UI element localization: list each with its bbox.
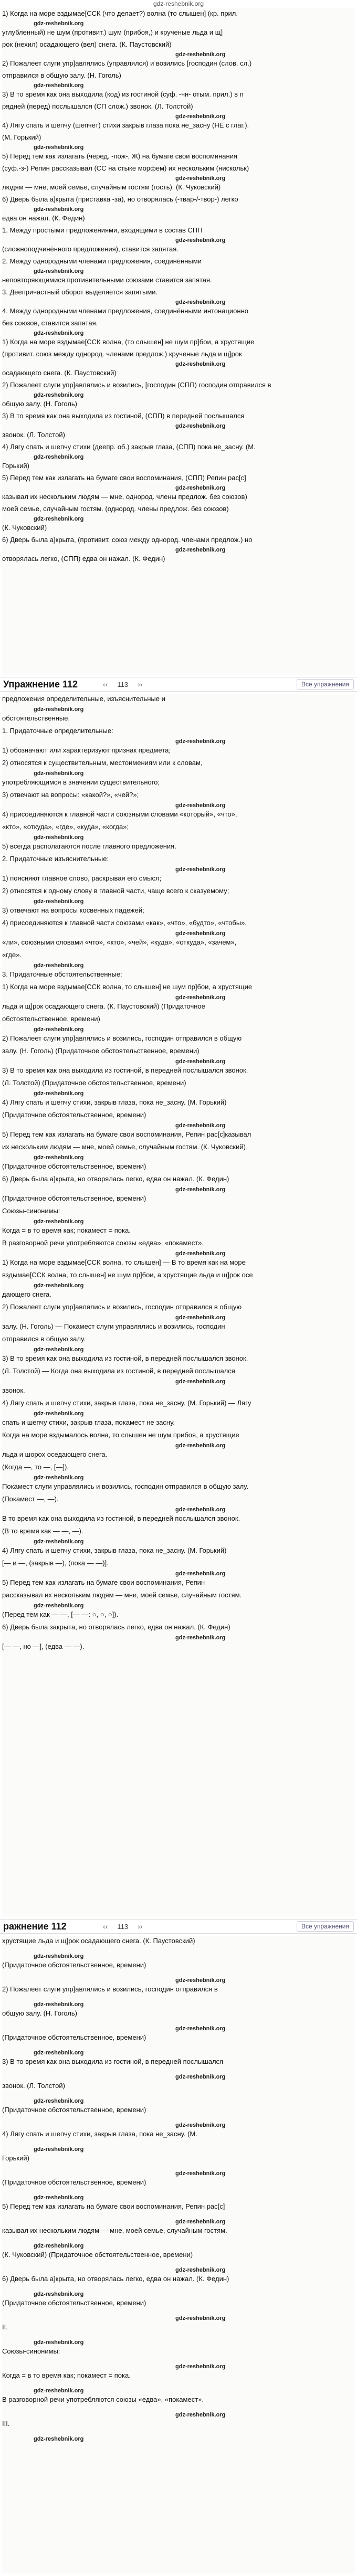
scan-1-text xyxy=(2,8,355,564)
text-line: предложения определительные, изъяснительные и xyxy=(2,695,165,703)
text-line: 1) обозначают или характеризуют признак предмета; xyxy=(2,746,171,754)
watermark: gdz-reshebnik.org xyxy=(175,2315,226,2321)
text-line: казывал их нескольким людям — мне, моей семье, случайным гостям. xyxy=(2,2227,227,2234)
watermark: gdz-reshebnik.org xyxy=(175,1977,226,1984)
all-exercises-button[interactable]: Все упражнения xyxy=(297,679,354,690)
exercise-title-2: ражнение 112 xyxy=(3,1921,67,1932)
text-line: 3) В то время как она выходила (код) из гостиной (суф. -чн- отым. прил.) в п xyxy=(2,90,244,98)
watermark: gdz-reshebnik.org xyxy=(175,1571,226,1577)
text-line: звонок. (Л. Толстой) xyxy=(2,431,65,439)
text-line: [— —, но —], (едва — —). xyxy=(2,1642,85,1650)
watermark: gdz-reshebnik.org xyxy=(34,392,84,398)
text-line: льда и шорох оседающего снега. xyxy=(2,1450,108,1458)
text-line: (суф.-з-) Репин рассказывал (СС на стыке морфем) их нескольким (нискольк) xyxy=(2,164,249,172)
text-line: (Придаточное обстоятельственное, времени) xyxy=(2,2178,146,2186)
text-line: 1. Между простыми предложениями, входящими в состав СПП xyxy=(2,226,203,234)
text-line: Когда на море вздымалось волна, то слышен не шум прибоя, а хрустящие xyxy=(2,1431,239,1439)
text-line: моей семье, случайным гостям. (однород. члены предлож. без союзов) xyxy=(2,505,229,513)
text-line: (К. Чуковский) xyxy=(2,524,47,532)
watermark: gdz-reshebnik.org xyxy=(175,1507,226,1513)
text-line: Когда = в то время как; покамест = пока. xyxy=(2,2371,131,2379)
text-line: залу. (Н. Гоголь) — Покамест слуги управлялись и возились, господин xyxy=(2,1322,225,1330)
watermark: gdz-reshebnik.org xyxy=(175,2074,226,2080)
answer-scan-1 xyxy=(2,8,355,675)
watermark: gdz-reshebnik.org xyxy=(175,1635,226,1641)
watermark: gdz-reshebnik.org xyxy=(34,516,84,522)
watermark: gdz-reshebnik.org xyxy=(175,2267,226,2273)
watermark: gdz-reshebnik.org xyxy=(34,2195,84,2201)
scan-2-text xyxy=(2,694,355,1651)
page-number-2: 113 xyxy=(117,1922,129,1931)
text-line: Союзы-синонимы: xyxy=(2,1207,60,1215)
watermark: gdz-reshebnik.org xyxy=(34,1026,84,1033)
watermark: gdz-reshebnik.org xyxy=(34,2146,84,2153)
answer-scan-2 xyxy=(2,694,355,1916)
all-exercises-button-2[interactable]: Все упражнения xyxy=(297,1921,354,1932)
text-line: 4) Лягу спать и шепчу стихи (деепр. об.) закрыв глаза, (СПП) пока не_засну. (М. xyxy=(2,443,256,451)
watermark: gdz-reshebnik.org xyxy=(175,866,226,873)
text-line: рассказывал их нескольким людям — мне, моей семье, случайным гостям. xyxy=(2,1591,242,1599)
text-line: льда и щ]рок осадающего снега. (К. Паустовский) (Придаточное xyxy=(2,1002,205,1010)
text-line: (Придаточное обстоятельственное, времени) xyxy=(2,2299,146,2307)
text-line: (Придаточное обстоятельственное, времени) xyxy=(2,1961,146,1969)
watermark: gdz-reshebnik.org xyxy=(34,1090,84,1097)
text-line: хрустящие льда и щ]рок осадающего снега. (К. Паустовский) xyxy=(2,1937,195,1945)
text-line: рядней (перед) послышался (СП слож.) звонок. (Л. Толстой) xyxy=(2,102,193,110)
text-line: 2. Придаточные изъяснительные: xyxy=(2,855,109,863)
exercise-header-2 xyxy=(0,1919,357,1934)
watermark: gdz-reshebnik.org xyxy=(175,2026,226,2032)
watermark: gdz-reshebnik.org xyxy=(34,206,84,213)
watermark: gdz-reshebnik.org xyxy=(175,1250,226,1257)
text-line: 3) отвечают на вопросы: «какой?», «чей?»; xyxy=(2,791,139,799)
text-line: 4) Лягу спать и шепчу стихи, закрыв глаза, пока не_засну. (М. xyxy=(2,2130,197,2138)
text-line: углубленный) не шум (противит.) шум (прибоя,) и крученые льда и щ] xyxy=(2,28,223,36)
exercise-header-1 xyxy=(0,677,357,692)
watermark: gdz-reshebnik.org xyxy=(34,770,84,777)
watermark: gdz-reshebnik.org xyxy=(34,1953,84,1959)
prev-arrow-icon[interactable]: ‹‹ xyxy=(103,680,108,688)
text-line: 5) Перед тем как излагать на бумаге свои воспоминания, Репин xyxy=(2,1578,205,1586)
watermark: gdz-reshebnik.org xyxy=(34,1411,84,1417)
text-line: 2) Пожалеет слуги упр]авлялись (управлялся) и возились [господин (слов. сл.) xyxy=(2,59,252,67)
watermark: gdz-reshebnik.org xyxy=(34,454,84,460)
watermark: gdz-reshebnik.org xyxy=(34,706,84,713)
watermark: gdz-reshebnik.org xyxy=(34,2436,84,2442)
watermark: gdz-reshebnik.org xyxy=(175,485,226,491)
watermark: gdz-reshebnik.org xyxy=(175,51,226,58)
text-line: отправился в общую залу. (Н. Гоголь) xyxy=(2,71,121,79)
text-line: II. xyxy=(2,2323,8,2331)
text-line: 2. Между однородными членами предложения, соединёнными xyxy=(2,257,202,265)
watermark: gdz-reshebnik.org xyxy=(34,898,84,905)
text-line: 5) Перед тем как излагать на бумаге свои воспоминания, Репин рас[с]казывал xyxy=(2,1130,251,1138)
text-line: 2) Пожалеет слуги упр]авлялись и возились, господин отправился в общую xyxy=(2,1303,242,1311)
text-line: 6) Дверь была а]крыта, но отворялась легко, едва он нажал. (К. Федин) xyxy=(2,1175,229,1183)
text-line: (Л. Толстой) (Придаточное обстоятельственное, времени) xyxy=(2,1079,186,1087)
text-line: (Придаточное обстоятельственное, времени) xyxy=(2,1162,146,1170)
text-line: Горький) xyxy=(2,2154,29,2162)
text-line: Союзы-синонимы: xyxy=(2,2347,60,2355)
watermark: gdz-reshebnik.org xyxy=(175,2363,226,2370)
text-line: 5) Перед тем как излагать на бумаге свои воспоминания, Репин рас[с] xyxy=(2,2202,225,2210)
text-line: 1. Придаточные определительные: xyxy=(2,727,113,735)
next-arrow-icon[interactable]: ›› xyxy=(138,1922,143,1931)
site-domain[interactable]: gdz-reshebnik.org xyxy=(153,0,204,7)
watermark: gdz-reshebnik.org xyxy=(34,1539,84,1545)
watermark: gdz-reshebnik.org xyxy=(34,962,84,969)
text-line: неповторяющимися противительными союзами ставится запятая. xyxy=(2,276,212,284)
watermark: gdz-reshebnik.org xyxy=(34,144,84,151)
watermark: gdz-reshebnik.org xyxy=(175,361,226,367)
watermark: gdz-reshebnik.org xyxy=(34,1347,84,1353)
text-line: В то время как она выходила из гостиной, в передней послышался звонок. xyxy=(2,1514,240,1522)
text-line: 1) Когда на море вздымае[ССК волна, то слышен] — В то время как на море xyxy=(2,1258,246,1266)
text-line: (Покамест —, —). xyxy=(2,1495,59,1503)
text-line: 4) Лягу спать и шепчу (шепчет) стихи закрыв глаза пока не_засну (НЕ с глаг.). xyxy=(2,121,249,129)
text-line: Горький) xyxy=(2,462,29,470)
pager xyxy=(103,680,142,688)
text-line: (Придаточное обстоятельственное, времени) xyxy=(2,1194,146,1202)
text-line: В разговорной речи употребляются союзы «едва», «покамест». xyxy=(2,1239,204,1247)
watermark: gdz-reshebnik.org xyxy=(34,2050,84,2056)
scan-3-text xyxy=(2,1936,355,2443)
watermark: gdz-reshebnik.org xyxy=(175,547,226,553)
text-line: дающего снега. xyxy=(2,1290,51,1298)
watermark: gdz-reshebnik.org xyxy=(34,2098,84,2104)
exercise-title: Упражнение 112 xyxy=(3,679,78,690)
watermark: gdz-reshebnik.org xyxy=(34,1475,84,1481)
watermark: gdz-reshebnik.org xyxy=(34,834,84,841)
watermark: gdz-reshebnik.org xyxy=(34,2388,84,2394)
text-line: (Придаточное обстоятельственное, времени) xyxy=(2,1111,146,1119)
text-line: (В то время как — —, —). xyxy=(2,1527,83,1535)
text-line: III. xyxy=(2,2420,10,2427)
watermark: gdz-reshebnik.org xyxy=(34,1603,84,1609)
text-line: 6) Дверь была а]крыта (приставка -за), но отворялась (-твар-/-твор-) легко xyxy=(2,195,238,203)
text-line: 4. Между однородными членами предложения, соединёнными интонационно xyxy=(2,307,248,315)
watermark: gdz-reshebnik.org xyxy=(34,82,84,89)
text-line: (противит. союз между однород. членами предлож.) крученые льда и щ]рок xyxy=(2,350,242,358)
watermark: gdz-reshebnik.org xyxy=(175,994,226,1001)
text-line: звонок. (Л. Толстой) xyxy=(2,2082,65,2090)
text-line: 6) Дверь была а]крыта, (противит. союз между однород. членами предлож.) но xyxy=(2,536,253,544)
watermark: gdz-reshebnik.org xyxy=(175,2170,226,2177)
watermark: gdz-reshebnik.org xyxy=(175,1058,226,1065)
text-line: обстоятельственные. xyxy=(2,714,70,722)
watermark: gdz-reshebnik.org xyxy=(175,1443,226,1449)
watermark: gdz-reshebnik.org xyxy=(34,1282,84,1289)
text-line: (Когда —, то —, [—]). xyxy=(2,1463,69,1471)
text-line: (М. Горький) xyxy=(2,133,41,141)
text-line: 2) Пожалеет слуги упр]авлялись и возились, [господин (СПП) господин отправился в xyxy=(2,381,271,389)
text-line: вздымае[ССК волна, то слышен] не шум пр]бои, а хрустящие льда и щ]рок осе xyxy=(2,1271,253,1279)
watermark: gdz-reshebnik.org xyxy=(175,2122,226,2128)
text-line: 2) относятся к существительным, местоимениям или к словам, xyxy=(2,759,203,767)
text-line: 3. Деепричастный оборот выделяется запятыми. xyxy=(2,288,158,296)
pager-2 xyxy=(103,1922,142,1931)
watermark: gdz-reshebnik.org xyxy=(175,738,226,745)
watermark: gdz-reshebnik.org xyxy=(175,1122,226,1129)
text-line: Покамест слуги управлялись и возились, господин отправился в общую залу. xyxy=(2,1482,249,1490)
text-line: 1) Когда на море вздымае[ССК волна, то слышен] не шум пр]бои, а хрустящие xyxy=(2,983,253,991)
watermark: gdz-reshebnik.org xyxy=(175,2412,226,2418)
text-line: 1) Когда на море вздымае[ССК волна, (то слышен] не шум пр]бои, а хрустящие xyxy=(2,338,255,346)
text-line: 3) отвечают на вопросы косвенных падежей; xyxy=(2,906,144,914)
text-line: казывал их нескольким людям — мне, однород. члены предлож. без союзов) xyxy=(2,493,247,501)
text-line: (Придаточное обстоятельственное, времени) xyxy=(2,2106,146,2114)
watermark: gdz-reshebnik.org xyxy=(34,20,84,27)
text-line: их нескольким людям — мне, моей семье, случайным гостям. (К. Чуковский) xyxy=(2,1143,246,1151)
next-arrow-icon[interactable]: ›› xyxy=(138,680,143,688)
watermark: gdz-reshebnik.org xyxy=(34,330,84,336)
text-line: 6) Дверь была закрыта, но отворялась легко, едва он нажал. (К. Федин) xyxy=(2,1623,230,1631)
watermark: gdz-reshebnik.org xyxy=(175,1379,226,1385)
text-line: Когда = в то время как; покамест = пока. xyxy=(2,1226,131,1234)
text-line: 4) присоединяются к главной части союзами «как», «что», «будто», «чтобы», xyxy=(2,919,247,927)
prev-arrow-icon[interactable]: ‹‹ xyxy=(103,1922,108,1931)
text-line: отворялась легко, (СПП) едва он нажал. (К. Федин) xyxy=(2,555,165,563)
text-line: 1) поясняют главное слово, раскрывая его смысл; xyxy=(2,874,162,882)
text-line: 4) присоединяются к главной части союзными словами «который», «что», xyxy=(2,810,237,818)
watermark: gdz-reshebnik.org xyxy=(34,2291,84,2297)
watermark: gdz-reshebnik.org xyxy=(175,930,226,937)
watermark: gdz-reshebnik.org xyxy=(175,802,226,809)
text-line: 3) В то время как она выходила из гостиной, в передней послышался звонок. xyxy=(2,1066,248,1074)
text-line: рок (нехил) осадающего (вел) снега. (К. Паустовский) xyxy=(2,40,172,48)
text-line: общую залу. (Н. Гоголь) xyxy=(2,400,78,408)
text-line: (Л. Толстой) — Когда она выходила из гостиной, в передней послышался xyxy=(2,1367,235,1375)
watermark: gdz-reshebnik.org xyxy=(175,299,226,305)
text-line: 4) Лягу спать и шепчу стихи, закрыв глаза, пока не_засну. (М. Горький) xyxy=(2,1546,227,1554)
text-line: обстоятельственное, времени) xyxy=(2,1015,100,1023)
text-line: 1) Когда на море вздымае[ССК (что делает?) волна (то слышен] (кр. прил. xyxy=(2,9,238,17)
watermark: gdz-reshebnik.org xyxy=(175,1186,226,1193)
text-line: В разговорной речи употребляются союзы «едва», «покамест». xyxy=(2,2395,204,2403)
answer-scan-3 xyxy=(2,1936,355,2573)
text-line: 3) В то время как она выходила из гостиной, (СПП) в передней послышался xyxy=(2,412,245,420)
text-line: употребляющимся в значении существительного; xyxy=(2,778,160,786)
text-line: 3) В то время как она выходила из гостиной, в передней послышался звонок. xyxy=(2,1354,248,1362)
text-line: людям — мне, моей семье, случайным гостям (гость). (К. Чуковский) xyxy=(2,183,221,191)
text-line: «ли», союзными словами «что», «кто», «чей», «куда», «откуда», «зачем», xyxy=(2,938,237,946)
text-line: 4) Лягу спать и шепчу стихи, закрыв глаза, пока не_засну. (М. Горький) — Лягу xyxy=(2,1399,251,1407)
text-line: [— и —, (закрыв —), (пока — —)]. xyxy=(2,1559,109,1567)
watermark: gdz-reshebnik.org xyxy=(175,1314,226,1321)
watermark: gdz-reshebnik.org xyxy=(34,1218,84,1225)
watermark: gdz-reshebnik.org xyxy=(175,237,226,243)
watermark: gdz-reshebnik.org xyxy=(34,268,84,274)
text-line: 4) Лягу спать и шепчу стихи, закрыв глаза, пока не_засну. (М. Горький) xyxy=(2,1098,227,1106)
text-line: общую залу. (Н. Гоголь) xyxy=(2,2009,78,2017)
text-line: (К. Чуковский) (Придаточное обстоятельственное, времени) xyxy=(2,2251,193,2259)
text-line: (Перед тем как — —, [— —: ○, ○, ○]). xyxy=(2,1610,119,1618)
text-line: без союзов, ставится запятая. xyxy=(2,319,98,327)
text-line: спать и шепчу стихи, закрыв глаза, покамест не засну. xyxy=(2,1418,175,1426)
watermark: gdz-reshebnik.org xyxy=(175,175,226,182)
text-line: 2) относятся к одному слову в главной части, чаще всего к сказуемому; xyxy=(2,887,229,895)
text-line: звонок. xyxy=(2,1386,25,1394)
watermark: gdz-reshebnik.org xyxy=(34,1154,84,1161)
page-number: 113 xyxy=(117,680,129,688)
watermark: gdz-reshebnik.org xyxy=(34,2001,84,2008)
watermark: gdz-reshebnik.org xyxy=(34,2339,84,2346)
watermark: gdz-reshebnik.org xyxy=(175,113,226,120)
text-line: 3) В то время как она выходила из гостиной, в передней послышался xyxy=(2,2058,224,2065)
text-line: едва он нажал. (К. Федин) xyxy=(2,214,85,222)
text-line: (сложноподчинённого предложения), ставится запятая. xyxy=(2,245,178,253)
watermark: gdz-reshebnik.org xyxy=(175,423,226,429)
text-line: 5) Перед тем как излагать (черед. -пож-, Ж) на бумаге свои воспоминания xyxy=(2,152,238,160)
text-line: «кто», «откуда», «где», «куда», «когда»; xyxy=(2,823,129,831)
text-line: 2) Пожалеет слуги упр]авлялись и возились, господин отправился в xyxy=(2,1985,218,1993)
text-line: залу. (Н. Гоголь) (Придаточное обстоятельственное, времени) xyxy=(2,1047,200,1055)
watermark: gdz-reshebnik.org xyxy=(175,2219,226,2225)
text-line: 5) всегда располагаются после главного предложения. xyxy=(2,842,176,850)
text-line: 5) Перед тем как излагать на бумаге свои воспоминания, (СПП) Репин рас[с] xyxy=(2,474,246,482)
text-line: 6) Дверь была а]крыта, но отворялась легко, едва он нажал. (К. Федин) xyxy=(2,2275,229,2283)
text-line: отправился в общую залу. xyxy=(2,1335,86,1343)
text-line: «где». xyxy=(2,951,22,959)
text-line: 2) Пожалеет слуги упр]авлялись и возились, господин отправился в общую xyxy=(2,1034,242,1042)
text-line: осадающего снега. (К. Паустовский) xyxy=(2,369,117,377)
watermark: gdz-reshebnik.org xyxy=(34,2243,84,2249)
text-line: (Придаточное обстоятельственное, времени) xyxy=(2,2033,146,2041)
text-line: 3. Придаточные обстоятельственные: xyxy=(2,970,122,978)
